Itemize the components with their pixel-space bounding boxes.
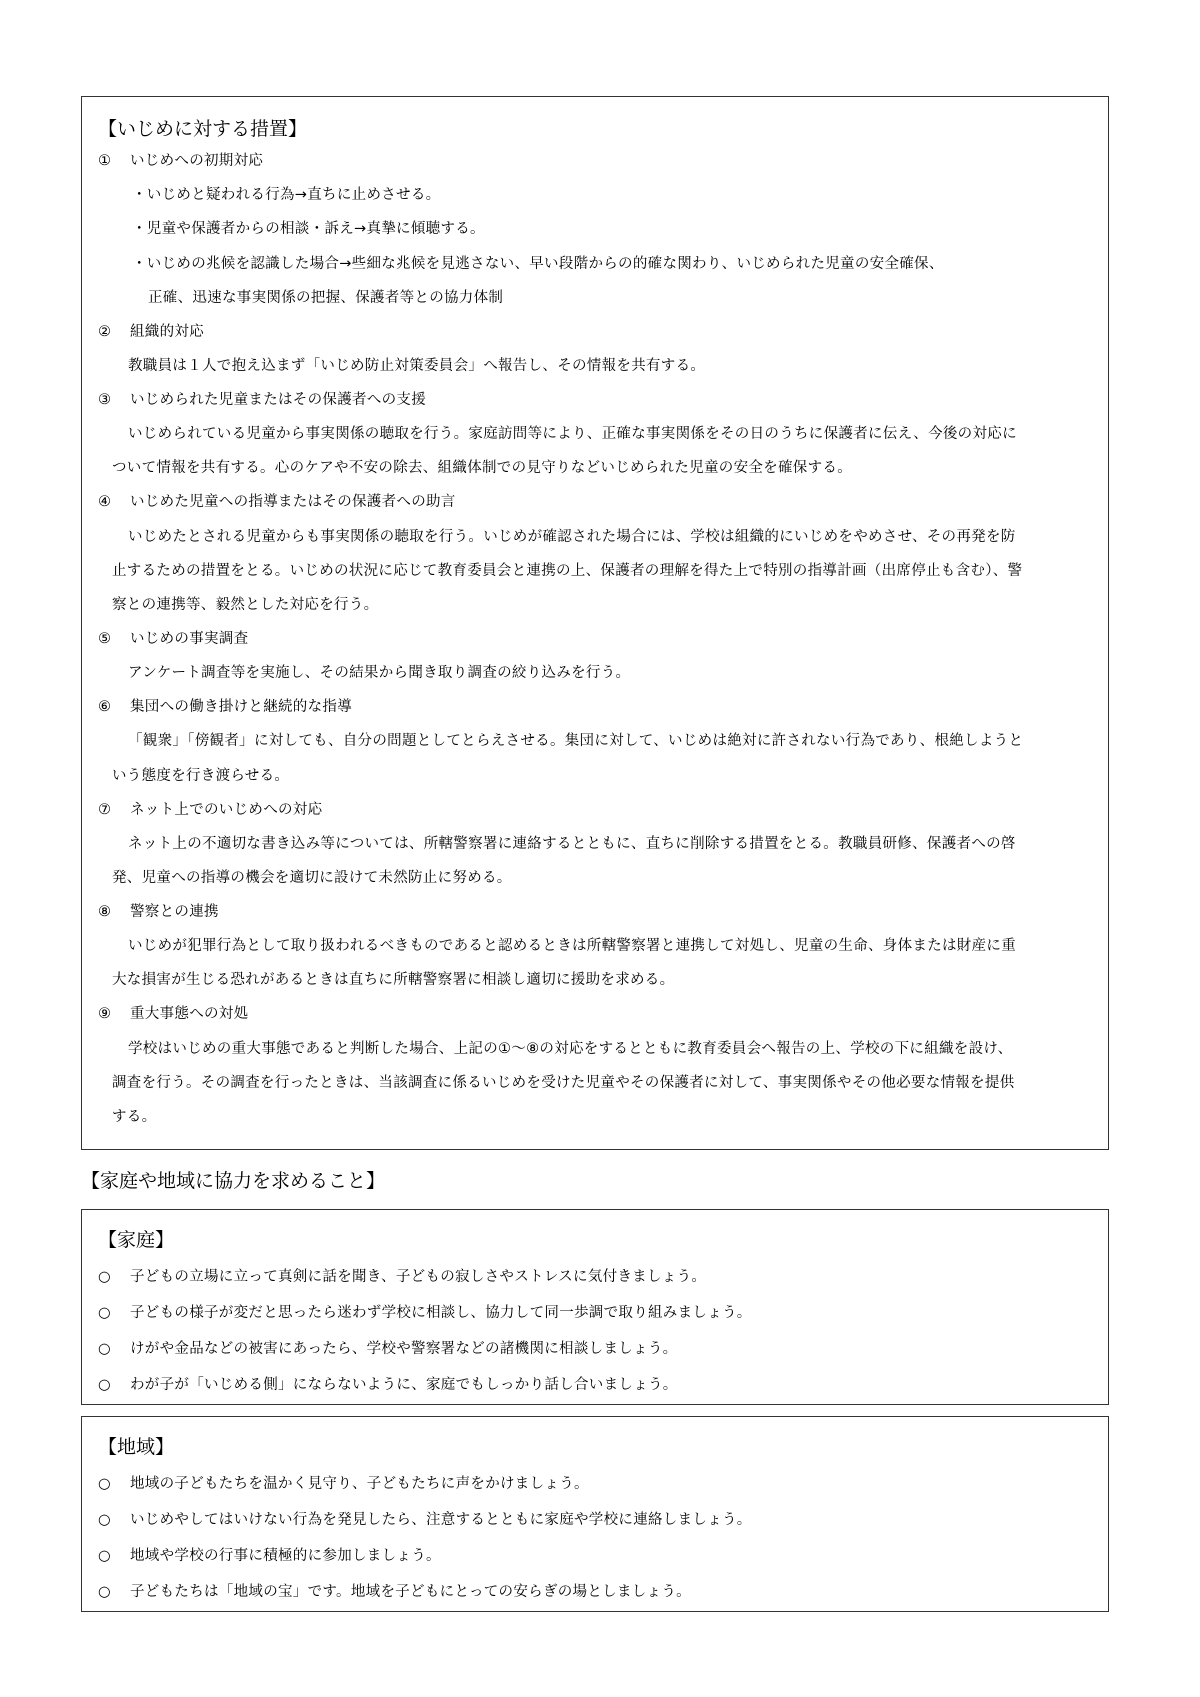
item-5-body-1: アンケート調査等を実施し、その結果から聞き取り調査の絞り込みを行う。 <box>128 665 631 681</box>
home-box <box>81 1209 1109 1405</box>
home-item: ○ 子どもの立場に立って真剣に話を聞き、子どもの寂しさやストレスに気付きましょう。 <box>98 1269 707 1285</box>
item-8-body-2: 大な損害が生じる恐れがあるときは直ちに所轄警察署に相談し適切に援助を求める。 <box>112 972 675 988</box>
item-8-body-1: いじめが犯罪行為として取り扱われるべきものであると認めるときは所轄警察署と連携して対処し、児童の生命、身体または財産に重 <box>128 938 1016 954</box>
region-box <box>81 1416 1109 1612</box>
item-3-body-2: ついて情報を共有する。心のケアや不安の除去、組織体制での見守りなどいじめられた児童の安全を確保する。 <box>112 460 852 476</box>
item-6-heading: ⑥ 集団への働き掛けと継続的な指導 <box>98 699 352 715</box>
item-1-heading: ① いじめへの初期対応 <box>98 153 264 169</box>
item-3-heading: ③ いじめられた児童またはその保護者への支援 <box>98 392 426 408</box>
item-1-bullet-3: ・いじめの兆候を認識した場合→些細な兆候を見逃さない、早い段階からの的確な関わり、いじめられた児童の安全確保、 <box>132 256 944 272</box>
item-1-bullet-1: ・いじめと疑われる行為→直ちに止めさせる。 <box>132 187 441 203</box>
item-1-continuation: 正確、迅速な事実関係の把握、保護者等との協力体制 <box>148 290 504 306</box>
item-4-heading: ④ いじめた児童への指導またはその保護者への助言 <box>98 494 456 510</box>
region-title: 【地域】 <box>98 1436 175 1458</box>
item-9-heading: ⑨ 重大事態への対処 <box>98 1006 249 1022</box>
region-item: ○ いじめやしてはいけない行為を発見したら、注意するとともに家庭や学校に連絡しましょう。 <box>98 1512 752 1528</box>
home-item: ○ わが子が「いじめる側」にならないように、家庭でもしっかり話し合いましょう。 <box>98 1377 678 1393</box>
home-title: 【家庭】 <box>98 1229 175 1251</box>
item-9-body-3: する。 <box>112 1109 157 1125</box>
item-4-body-3: 察との連携等、毅然とした対応を行う。 <box>112 597 379 613</box>
item-5-heading: ⑤ いじめの事実調査 <box>98 631 249 647</box>
item-2-body-1: 教職員は１人で抱え込まず「いじめ防止対策委員会」へ報告し、その情報を共有する。 <box>128 358 706 374</box>
item-7-body-1: ネット上の不適切な書き込み等については、所轄警察署に連絡するとともに、直ちに削除する措置をとる。教職員研修、保護者への啓 <box>128 836 1016 852</box>
home-item: ○ 子どもの様子が変だと思ったら迷わず学校に相談し、協力して同一歩調で取り組みましょう。 <box>98 1305 752 1321</box>
measures-title: 【いじめに対する措置】 <box>98 118 308 140</box>
item-6-body-2: いう態度を行き渡らせる。 <box>112 768 290 784</box>
item-9-body-1: 学校はいじめの重大事態であると判断した場合、上記の①～⑧の対応をするとともに教育委員会へ報告の上、学校の下に組織を設け、 <box>128 1041 1013 1057</box>
region-item: ○ 地域や学校の行事に積極的に参加しましょう。 <box>98 1548 441 1564</box>
item-7-heading: ⑦ ネット上でのいじめへの対応 <box>98 802 323 818</box>
item-2-heading: ② 組織的対応 <box>98 324 204 340</box>
item-7-body-2: 発、児童への指導の機会を適切に設けて未然防止に努める。 <box>112 870 512 886</box>
item-1-bullet-2: ・児童や保護者からの相談・訴え→真摯に傾聴する。 <box>132 221 485 237</box>
region-item: ○ 子どもたちは「地域の宝」です。地域を子どもにとっての安らぎの場としましょう。 <box>98 1584 691 1600</box>
item-6-body-1: 「観衆」「傍観者」に対しても、自分の問題としてとらえさせる。集団に対して、いじめは絶対に許されない行為であり、根絶しようと <box>128 733 1024 749</box>
cooperation-title: 【家庭や地域に協力を求めること】 <box>81 1170 386 1192</box>
item-3-body-1: いじめられている児童から事実関係の聴取を行う。家庭訪問等により、正確な事実関係をその日のうちに保護者に伝え、今後の対応に <box>128 426 1017 442</box>
measures-box <box>81 96 1109 1150</box>
item-4-body-1: いじめたとされる児童からも事実関係の聴取を行う。いじめが確認された場合には、学校は組織的にいじめをやめさせ、その再発を防 <box>128 529 1016 545</box>
item-4-body-2: 止するための措置をとる。いじめの状況に応じて教育委員会と連携の上、保護者の理解を得た上で特別の指導計画（出席停止も含む）、警 <box>112 563 1023 579</box>
home-item: ○ けがや金品などの被害にあったら、学校や警察署などの諸機関に相談しましょう。 <box>98 1341 678 1357</box>
item-9-body-2: 調査を行う。その調査を行ったときは、当該調査に係るいじめを受けた児童やその保護者に対して、事実関係やその他必要な情報を提供 <box>112 1075 1015 1091</box>
region-item: ○ 地域の子どもたちを温かく見守り、子どもたちに声をかけましょう。 <box>98 1476 589 1492</box>
item-8-heading: ⑧ 警察との連携 <box>98 904 219 920</box>
